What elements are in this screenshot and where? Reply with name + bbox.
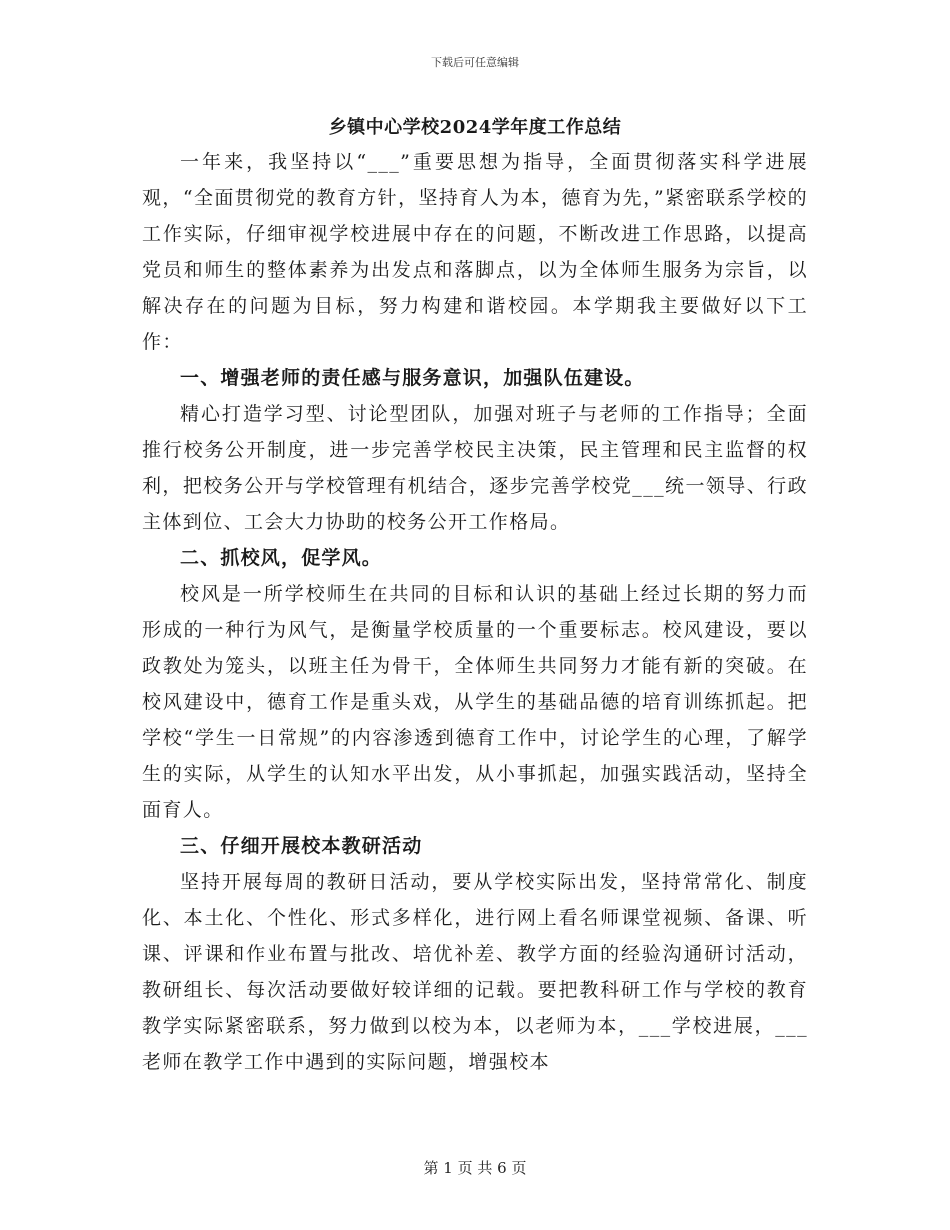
document-title: 乡镇中心学校2024学年度工作总结 — [328, 117, 622, 138]
section-body-2: 校风是一所学校师生在共同的目标和认识的基础上经过长期的努力而形成的一种行为风气，是衡量学校质量的一个重要标志。校风建设，要以政教处为笼头，以班主任为骨干，全体师生共同努力才能有新的突破。在校风建设中，德育工作是重头戏，从学生的基础品德的培育训练抓起。把学校“学生一日常规”的内容渗透到德育工作中，讨论学生的心理，了解学生的实际，从学生的认知水平出发，从小事抓起，加强实践活动，坚持全面育人。 — [142, 583, 808, 821]
section-body-1: 精心打造学习型、讨论型团队，加强对班子与老师的工作指导；全面推行校务公开制度，进一步完善学校民主决策，民主管理和民主监督的权利，把校务公开与学校管理有机结合，逐步完善学校党___统一领导、行政主体到位、工会大力协助的校务公开工作格局。 — [142, 403, 808, 533]
section-heading-1: 一、增强老师的责任感与服务意识，加强队伍建设。 — [180, 367, 645, 389]
intro-paragraph: 一年来，我坚持以“___”重要思想为指导，全面贯彻落实科学进展观，“全面贯彻党的教育方针，坚持育人为本，德育为先，”紧密联系学校的工作实际，仔细审视学校进展中存在的问题，不断改进工作思路，以提高党员和师生的整体素养为出发点和落脚点，以为全体师生服务为宗旨，以解决存在的问题为目标，努力构建和谐校园。本学期我主要做好以下工作： — [142, 151, 808, 353]
section-body-3: 坚持开展每周的教研日活动，要从学校实际出发，坚持常常化、制度化、本土化、个性化、形式多样化，进行网上看名师课堂视频、备课、听课、评课和作业布置与批改、培优补差、教学方面的经验沟通研讨活动，教研组长、每次活动要做好较详细的记载。要把教科研工作与学校的教育教学实际紧密联系，努力做到以校为本，以老师为本，___学校进展，___老师在教学工作中遇到的实际问题，增强校本 — [142, 871, 808, 1073]
section-heading-2: 二、抓校风，促学风。 — [180, 547, 383, 569]
page-header-note: 下载后可任意编辑 — [431, 56, 519, 69]
section-heading-3: 三、仔细开展校本教研活动 — [180, 835, 423, 857]
page-number: 第 1 页 共 6 页 — [423, 1159, 527, 1177]
document-body — [142, 112, 808, 1080]
